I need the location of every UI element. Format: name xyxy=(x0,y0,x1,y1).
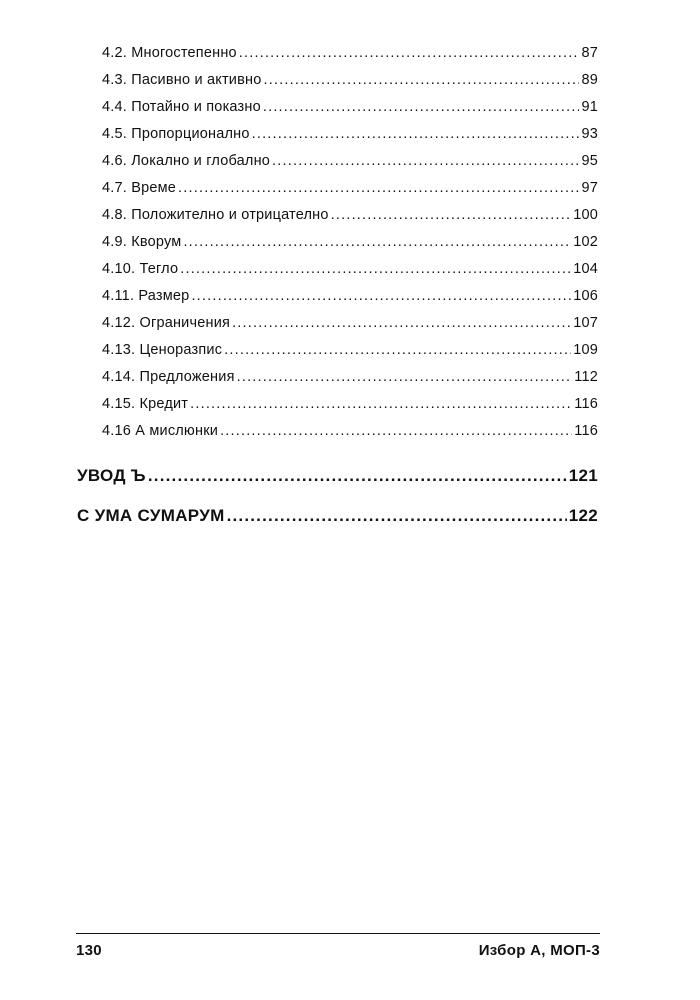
toc-entry xyxy=(102,99,598,126)
toc-entry xyxy=(102,396,598,423)
dot-leader xyxy=(178,180,579,196)
toc-entry-title: 4.8. Положително и отрицателно xyxy=(102,207,329,223)
dot-leader xyxy=(263,99,580,115)
footer-divider xyxy=(76,933,600,934)
toc-entry-title: 4.9. Кворум xyxy=(102,234,182,250)
dot-leader xyxy=(183,234,571,250)
toc-entry-page: 102 xyxy=(573,234,598,250)
dot-leader xyxy=(252,126,580,142)
toc-chapter-title: С УМА СУМАРУМ xyxy=(77,506,225,525)
toc-entry-title: 4.5. Пропорционално xyxy=(102,126,250,142)
toc-entry-page: 106 xyxy=(573,288,598,304)
table-of-contents xyxy=(0,45,700,546)
dot-leader xyxy=(220,423,572,439)
toc-entry xyxy=(102,315,598,342)
dot-leader xyxy=(237,369,573,385)
toc-entry-title: 4.3. Пасивно и активно xyxy=(102,72,262,88)
toc-entry-title: 4.16 А мислюнки xyxy=(102,423,219,439)
toc-entry-title: 4.10. Тегло xyxy=(102,261,179,277)
dot-leader xyxy=(239,45,580,61)
toc-entry-page: 109 xyxy=(573,342,598,358)
toc-entry xyxy=(102,45,598,72)
toc-entry xyxy=(102,126,598,153)
dot-leader xyxy=(263,72,579,88)
toc-entry-title: 4.7. Време xyxy=(102,180,177,196)
toc-entry-page: 91 xyxy=(581,99,598,115)
dot-leader xyxy=(190,396,572,412)
toc-entry-page: 100 xyxy=(573,207,598,223)
toc-entry-title: 4.4. Потайно и показно xyxy=(102,99,261,115)
toc-entry-page: 95 xyxy=(581,153,598,169)
toc-entry-page: 93 xyxy=(581,126,598,142)
toc-entry-title: 4.11. Размер xyxy=(102,288,190,304)
toc-entry-title: 4.2. Многостепенно xyxy=(102,45,237,61)
toc-entry-page: 97 xyxy=(581,180,598,196)
footer-book-title: Избор А, МОП-3 xyxy=(478,942,600,959)
toc-entry-page: 87 xyxy=(581,45,598,61)
toc-entry-page: 89 xyxy=(581,72,598,88)
dot-leader xyxy=(272,153,579,169)
toc-entry-title: 4.6. Локално и глобално xyxy=(102,153,271,169)
toc-entry-page: 116 xyxy=(574,396,598,412)
toc-chapter-entry xyxy=(77,466,598,506)
toc-entry-page: 104 xyxy=(573,261,598,277)
toc-entry xyxy=(102,288,598,315)
dot-leader xyxy=(148,466,567,486)
toc-entry-title: 4.15. Кредит xyxy=(102,396,189,412)
toc-entry xyxy=(102,234,598,261)
page-footer xyxy=(76,942,600,959)
toc-entry-title: 4.14. Предложения xyxy=(102,369,235,385)
toc-entry-page: 107 xyxy=(573,315,598,331)
toc-entry-title: 4.13. Ценоразпис xyxy=(102,342,223,358)
toc-entry-page: 112 xyxy=(574,369,598,385)
dot-leader xyxy=(232,315,571,331)
toc-chapter-title: УВОД Ъ xyxy=(77,466,146,485)
toc-entry xyxy=(102,180,598,207)
toc-entry-page: 116 xyxy=(574,423,598,439)
toc-entry xyxy=(102,369,598,396)
toc-entry xyxy=(102,153,598,180)
toc-entry xyxy=(102,342,598,369)
toc-chapter-page: 121 xyxy=(568,466,598,485)
dot-leader xyxy=(180,261,571,277)
toc-entry xyxy=(102,207,598,234)
toc-chapter-page: 122 xyxy=(568,506,598,525)
footer-page-number: 130 xyxy=(76,942,102,959)
toc-entry xyxy=(102,261,598,288)
dot-leader xyxy=(191,288,571,304)
toc-entry xyxy=(102,72,598,99)
dot-leader xyxy=(224,342,571,358)
dot-leader xyxy=(331,207,572,223)
toc-entry-title: 4.12. Ограничения xyxy=(102,315,231,331)
dot-leader xyxy=(227,506,567,526)
toc-entry xyxy=(102,423,598,450)
toc-chapter-entry xyxy=(77,506,598,546)
